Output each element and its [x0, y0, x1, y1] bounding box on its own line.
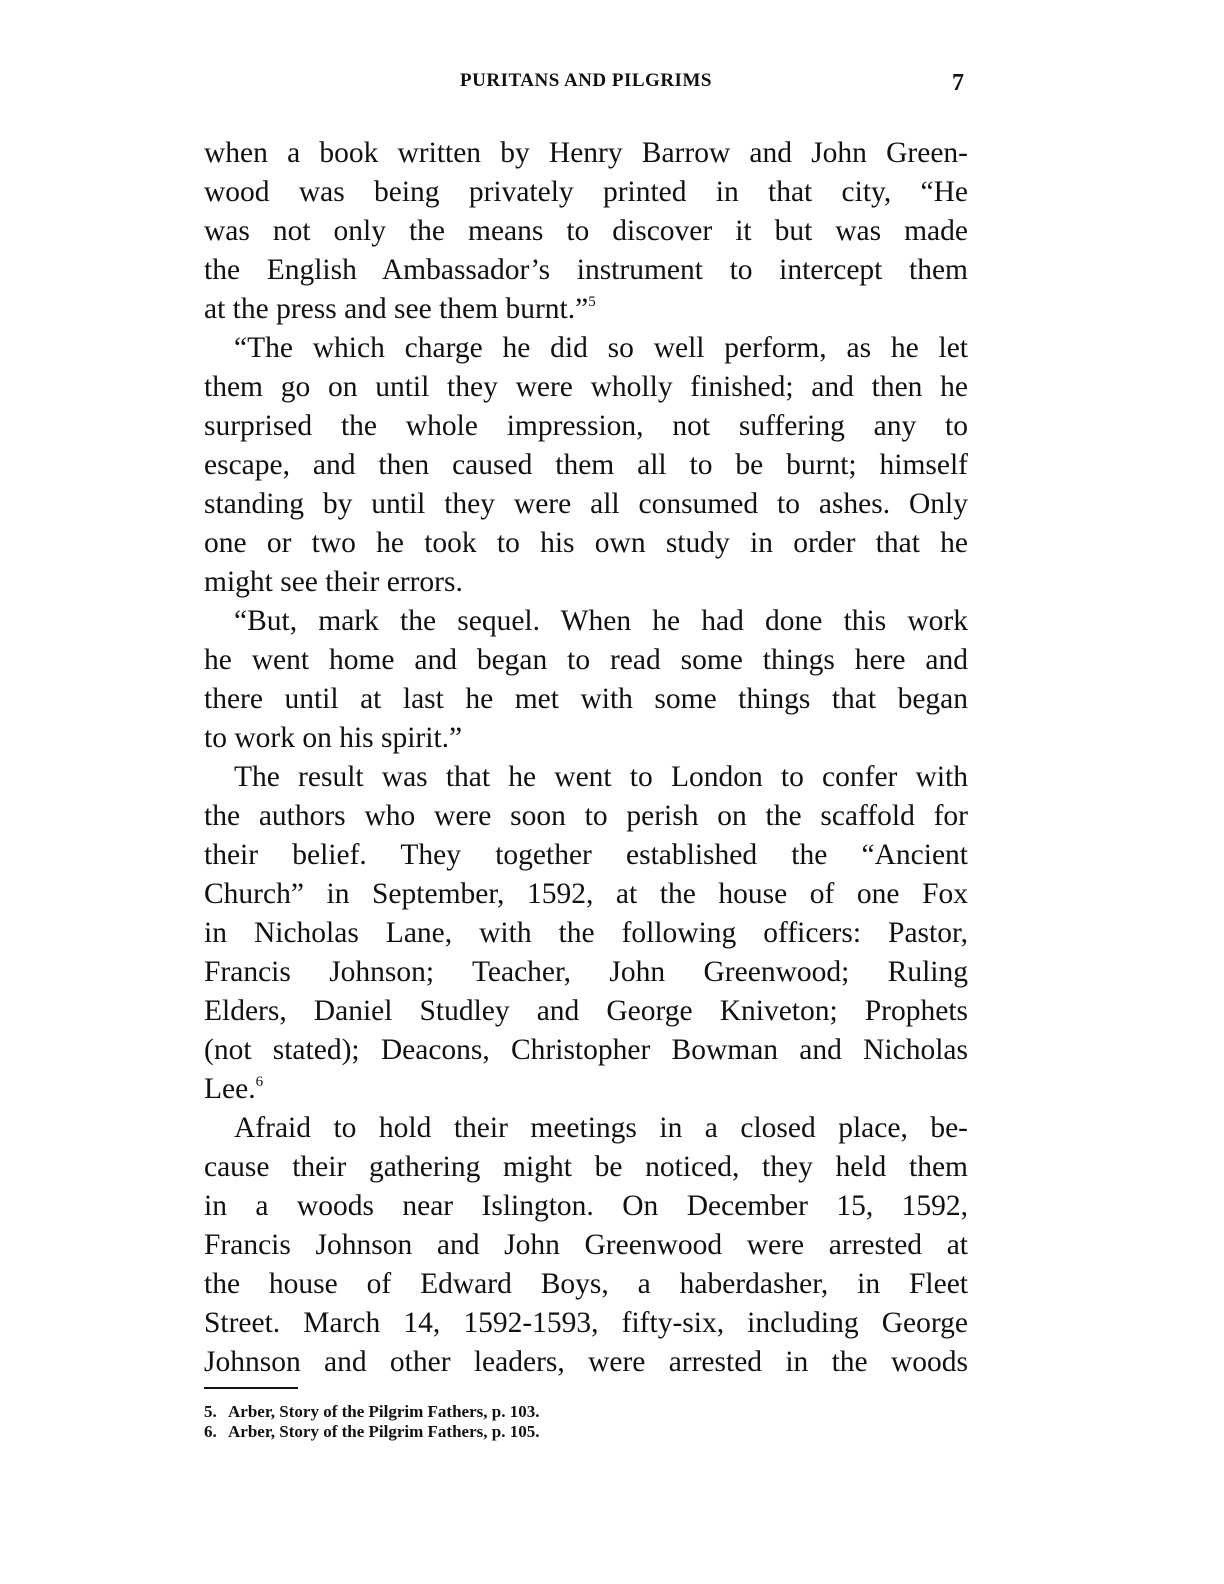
text-line: in a woods near Islington. On December 15, 1592, [204, 1190, 968, 1222]
text-line: the authors who were soon to perish on the scaffold for [204, 800, 968, 832]
text-line: (not stated); Deacons, Christopher Bowman and Nicholas [204, 1034, 968, 1066]
text-line: “The which charge he did so well perform, as he let [234, 332, 968, 364]
text-line: when a book written by Henry Barrow and John Green- [204, 137, 968, 169]
text-line: he went home and began to read some things here and [204, 644, 968, 676]
text-line: their belief. They together established the “Ancient [204, 839, 968, 871]
footnote-reference: 6 [255, 1074, 264, 1090]
text-line: wood was being privately printed in that city, “He [204, 176, 968, 208]
text-line: The result was that he went to London to confer with [234, 761, 968, 793]
text-line: Francis Johnson and John Greenwood were arrested at [204, 1229, 968, 1261]
text-line: was not only the means to discover it but was made [204, 215, 968, 247]
text-line: “But, mark the sequel. When he had done this work [234, 605, 968, 637]
text-line: surprised the whole impression, not suffering any to [204, 410, 968, 442]
text-line: Elders, Daniel Studley and George Kniveton; Prophets [204, 995, 968, 1027]
footnote-number: 5. [204, 1402, 217, 1421]
footnote-divider [204, 1387, 298, 1389]
text-line: Afraid to hold their meetings in a closed place, be- [234, 1112, 968, 1144]
text-line: the English Ambassador’s instrument to intercept them [204, 254, 968, 286]
text-line: in Nicholas Lane, with the following officers: Pastor, [204, 917, 968, 949]
paragraph [204, 1109, 968, 1382]
footnote-text: Arber, Story of the Pilgrim Fathers, p. 105. [228, 1422, 540, 1441]
footnote-number: 6. [204, 1422, 217, 1441]
text-line: Johnson and other leaders, were arrested in the woods [204, 1346, 968, 1378]
text-line: at the press and see them burnt.”$^5$ [204, 293, 596, 325]
text-line: Street. March 14, 1592-1593, fifty-six, including George [204, 1307, 968, 1339]
paragraph [204, 602, 968, 758]
page-number: 7 [952, 70, 964, 96]
footnote-reference: 5 [588, 294, 596, 310]
text-line: there until at last he met with some things that began [204, 683, 968, 715]
text-line: to work on his spirit.” [204, 722, 463, 754]
footnote [204, 1422, 968, 1442]
paragraph [204, 329, 968, 602]
text-line: escape, and then caused them all to be burnt; himself [204, 449, 968, 481]
text-line: cause their gathering might be noticed, they held them [204, 1151, 968, 1183]
footnotes [204, 1402, 968, 1442]
text-line: Church” in September, 1592, at the house of one Fox [204, 878, 968, 910]
text-line: Francis Johnson; Teacher, John Greenwood; Ruling [204, 956, 968, 988]
running-header [204, 70, 968, 100]
text-line: them go on until they were wholly finished; and then he [204, 371, 968, 403]
text-line: the house of Edward Boys, a haberdasher, in Fleet [204, 1268, 968, 1300]
footnote [204, 1402, 968, 1422]
text-line: standing by until they were all consumed to ashes. Only [204, 488, 968, 520]
footnote-text: Arber, Story of the Pilgrim Fathers, p. 103. [228, 1402, 540, 1421]
paragraph [204, 134, 968, 329]
text-line: one or two he took to his own study in order that he [204, 527, 968, 559]
body-text [204, 134, 968, 1382]
text-line: might see their errors. [204, 566, 463, 598]
paragraph [204, 758, 968, 1109]
text-line: Lee.$^6$ [204, 1073, 264, 1105]
running-title: PURITANS AND PILGRIMS [460, 70, 712, 91]
